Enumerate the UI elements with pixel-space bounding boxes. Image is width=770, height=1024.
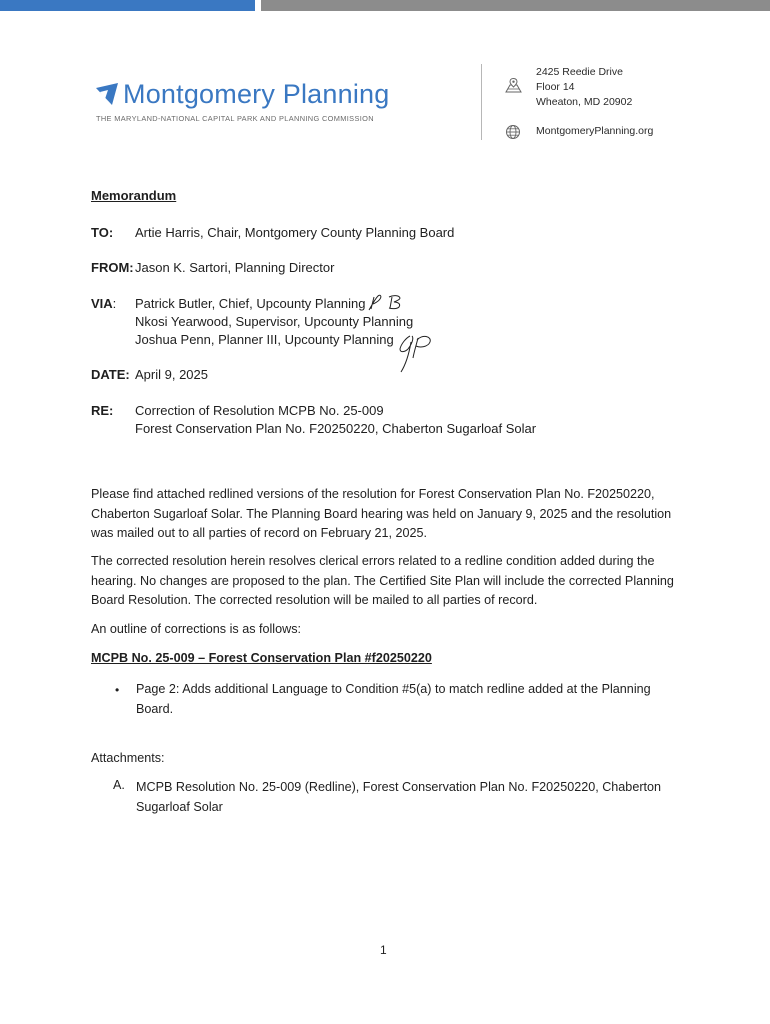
bullet-marker: • (115, 683, 120, 697)
globe-icon (505, 124, 521, 140)
corrections-section-title: MCPB No. 25-009 – Forest Conservation Plan #f20250220 (91, 651, 432, 665)
from-value: Jason K. Sartori, Planning Director (135, 260, 335, 275)
re-line-2: Forest Conservation Plan No. F20250220, Chaberton Sugarloaf Solar (135, 421, 537, 436)
re-label: RE: (91, 403, 114, 418)
via-label-text: VIA (91, 296, 113, 311)
date-label: DATE: (91, 367, 130, 382)
attachment-item: MCPB Resolution No. 25-009 (Redline), Forest Conservation Plan No. F20250220, Chaberton Sugarloaf Solar (136, 780, 662, 814)
logo-mark-icon (96, 83, 118, 105)
signature-initials-pb (367, 293, 407, 313)
address-line-3: Wheaton, MD 20902 (536, 96, 633, 108)
montgomery-planning-logo (96, 80, 389, 123)
header-accent-bar-blue (0, 0, 255, 11)
address-line-1: 2425 Reedie Drive (536, 66, 623, 78)
body-paragraph-1: Please find attached redlined versions of the resolution for Forest Conservation Plan No. F20250220, Chaberton Sugarloaf Solar. The Planning Board hearing was held on January 9, 2025 and the resolution was mailed out to all parties of record on February 21, 2025. (91, 487, 672, 540)
to-value: Artie Harris, Chair, Montgomery County Planning Board (135, 225, 455, 240)
body-paragraph-2: The corrected resolution herein resolves clerical errors related to a redline condition added during the hearing. No changes are proposed to the plan. The Certified Site Plan will include the corrected Planning Board Resolution. The corrected resolution will be mailed to all parties of record. (91, 554, 674, 607)
website-link[interactable]: MontgomeryPlanning.org (536, 125, 654, 137)
attachments-label: Attachments: (91, 751, 165, 765)
page-number: 1 (380, 943, 387, 957)
signature-initials-jp (396, 330, 436, 374)
attachment-marker: A. (113, 778, 125, 792)
via-line-3: Joshua Penn, Planner III, Upcounty Planning (135, 332, 394, 347)
letterhead-divider (481, 64, 482, 140)
logo-title: Montgomery Planning (123, 79, 390, 109)
via-line-1: Patrick Butler, Chief, Upcounty Planning (135, 296, 366, 311)
header-accent-bar-gray (261, 0, 770, 11)
re-line-1: Correction of Resolution MCPB No. 25-009 (135, 403, 384, 418)
via-label-colon: : (112, 296, 117, 311)
to-label: TO: (91, 225, 114, 240)
memo-title: Memorandum (91, 188, 177, 203)
correction-list-item: Page 2: Adds additional Language to Condition #5(a) to match redline added at the Planning Board. (136, 682, 651, 716)
address-line-2: Floor 14 (536, 81, 575, 93)
map-pin-icon (505, 77, 522, 94)
address-block (536, 65, 632, 110)
via-line-2: Nkosi Yearwood, Supervisor, Upcounty Planning (135, 314, 414, 329)
logo-subtitle: THE MARYLAND-NATIONAL CAPITAL PARK AND PLANNING COMMISSION (96, 114, 374, 123)
body-paragraph-3: An outline of corrections is as follows: (91, 622, 301, 636)
via-label (91, 295, 116, 313)
date-value: April 9, 2025 (135, 367, 208, 382)
from-label: FROM: (91, 260, 134, 275)
